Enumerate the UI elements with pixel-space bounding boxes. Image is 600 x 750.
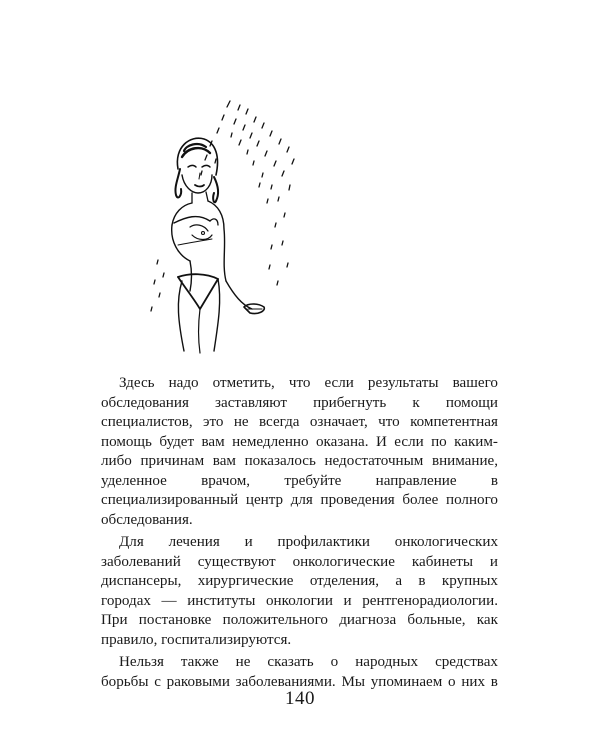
word: — <box>161 592 177 609</box>
word: Мы <box>341 673 366 690</box>
word: заставляют <box>215 394 287 411</box>
word: заболеваний <box>101 553 181 570</box>
word: что <box>288 375 311 391</box>
word: не <box>233 414 249 430</box>
word: врачом, <box>201 472 251 489</box>
word: специализированный <box>101 492 239 508</box>
word: это <box>203 414 224 430</box>
word: внимание, <box>431 453 498 469</box>
word: упоминаем <box>370 673 443 690</box>
word: к <box>412 394 420 411</box>
shower-sketch-image <box>148 95 298 357</box>
page-number: 140 <box>285 688 315 709</box>
text-line <box>101 452 498 472</box>
word: недостаточным <box>324 453 424 469</box>
word: народных <box>355 654 419 670</box>
word: борьбы <box>101 673 149 690</box>
word: Для <box>119 534 144 550</box>
word: о <box>448 673 456 690</box>
word: о <box>330 654 339 670</box>
word: лечения <box>168 534 220 550</box>
text-line <box>101 592 498 612</box>
illustration-woman-shower <box>148 95 298 357</box>
word: и <box>244 534 253 550</box>
word: профилактики <box>277 534 370 550</box>
word: онкологические <box>292 553 395 570</box>
word: с <box>154 673 161 690</box>
word: больные, <box>407 612 466 628</box>
word: онкологии <box>266 592 333 609</box>
text-line <box>101 511 498 531</box>
word: требуйте <box>284 472 342 489</box>
word: постановке <box>138 612 212 628</box>
word: рентгенорадиологии. <box>362 592 498 609</box>
word: означает, <box>309 414 368 430</box>
paragraph <box>101 533 498 650</box>
text-line <box>101 611 498 631</box>
word: правило, <box>101 631 158 648</box>
word: будет <box>159 433 195 450</box>
word: результаты <box>367 375 439 391</box>
word: диспансеры, <box>101 573 182 589</box>
word: помощи <box>445 394 498 411</box>
word: городах <box>101 592 151 609</box>
text-line <box>101 653 498 673</box>
text-line <box>101 491 498 511</box>
word: специалистов, <box>101 414 193 430</box>
word: в <box>490 673 498 690</box>
word: полного <box>446 492 498 508</box>
word: сказать <box>267 654 314 670</box>
word: них <box>461 673 486 690</box>
word: направление <box>375 472 457 489</box>
word: вам <box>201 433 225 450</box>
word: госпитализируются. <box>161 631 292 648</box>
word: Нельзя <box>119 654 164 670</box>
word: отделения, <box>309 573 380 589</box>
word: И <box>375 433 387 450</box>
word: вам <box>212 453 236 469</box>
word: отметить, <box>212 375 275 391</box>
word: и <box>489 553 498 570</box>
word: в <box>418 573 426 589</box>
word: оказана. <box>315 433 369 450</box>
paragraph <box>101 653 498 692</box>
word: надо <box>168 375 199 391</box>
text-line <box>101 572 498 592</box>
word: центр <box>245 492 284 508</box>
word: хирургические <box>197 573 294 589</box>
word: по <box>431 433 447 450</box>
text-line <box>101 413 498 433</box>
body-text <box>101 374 498 692</box>
word: раковыми <box>166 673 230 690</box>
word: либо <box>101 453 132 469</box>
word: если <box>394 433 424 450</box>
word: для <box>290 492 313 508</box>
word: крупных <box>441 573 498 589</box>
text-line <box>101 472 498 492</box>
word: диагноза <box>339 612 397 628</box>
word: вашего <box>452 375 498 391</box>
word: немедленно <box>232 433 309 450</box>
word: и <box>343 592 352 609</box>
word: причинам <box>140 453 205 469</box>
text-line <box>101 433 498 453</box>
word: существуют <box>197 553 276 570</box>
word: положительного <box>222 612 328 628</box>
word: онкологических <box>394 534 498 550</box>
word: обследования <box>101 394 189 411</box>
word: помощь <box>101 433 152 450</box>
text-line <box>101 394 498 414</box>
word: уделенное <box>101 472 167 489</box>
word: что <box>378 414 400 430</box>
word: заболеваниями. <box>235 673 336 690</box>
paragraph <box>101 374 498 530</box>
word: средствах <box>435 654 498 670</box>
word: если <box>324 375 354 391</box>
word: обследования. <box>101 511 193 528</box>
word: институты <box>187 592 256 609</box>
word: кабинеты <box>411 553 473 570</box>
text-line <box>101 374 498 394</box>
word: всегда <box>259 414 300 430</box>
word: более <box>402 492 439 508</box>
word: прибегнуть <box>313 394 387 411</box>
text-line <box>101 631 498 651</box>
word: не <box>235 654 251 670</box>
word: Здесь <box>119 375 155 391</box>
word: каким- <box>454 433 498 450</box>
word: также <box>180 654 219 670</box>
word: компетентная <box>410 414 498 430</box>
text-line <box>101 553 498 573</box>
word: в <box>490 472 498 489</box>
word: как <box>476 612 498 628</box>
word: а <box>395 573 403 589</box>
text-line <box>101 533 498 553</box>
word: При <box>101 612 128 628</box>
word: показалось <box>244 453 316 469</box>
word: проведения <box>320 492 395 508</box>
